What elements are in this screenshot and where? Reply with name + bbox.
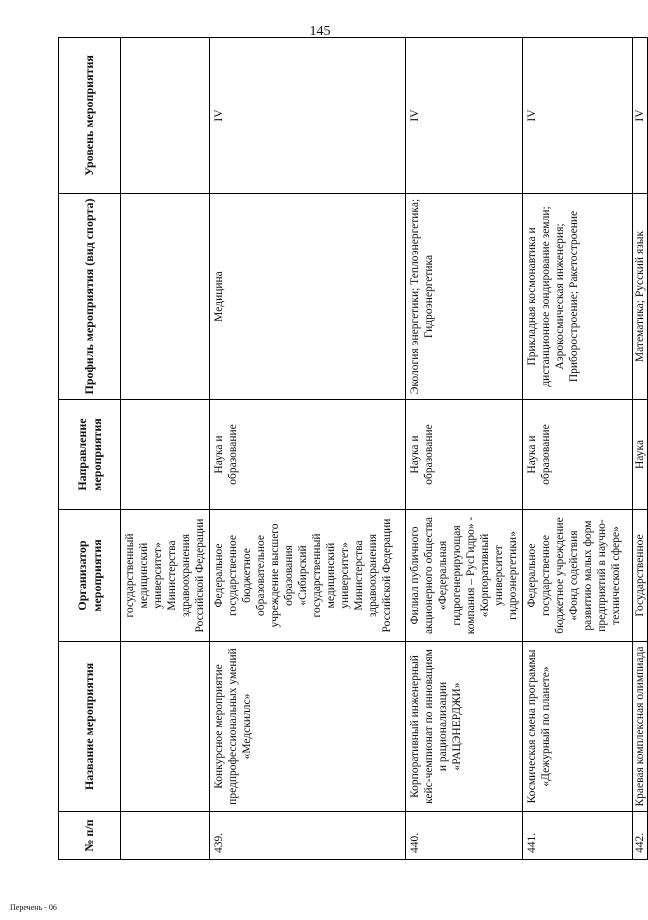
page-number: 145 (309, 24, 331, 39)
row-name: Корпоративный инженерный кейс-чемпионат по инновациям и рационализации «РАЦЭНЕРДЖИ» (406, 642, 523, 812)
row-profile: Математика; Русский язык (633, 194, 648, 400)
table-row (210, 38, 406, 860)
row-organizer: Филиал публичного акционерного общества «Федеральная гидрогенерирующая компания – РусГидро» - «Корпоративный университет гидроэнергетики» (406, 510, 523, 642)
table-header-row (59, 38, 121, 860)
header-num: № п/п (59, 812, 121, 860)
row-level: IV (406, 38, 523, 194)
row-organizer: Государственное (633, 510, 648, 642)
footer-note: Перечень - 06 (10, 903, 57, 912)
table-row (633, 38, 648, 860)
row-level: IV (210, 38, 406, 194)
row-profile: Медицина (210, 194, 406, 400)
header-level: Уровень мероприятия (59, 38, 121, 194)
rotated-table-wrapper (58, 38, 647, 860)
header-direction: Направление мероприятия (59, 400, 121, 510)
table-row (121, 38, 210, 860)
row-name: Конкурсное мероприятие предпрофессиональных умений «Медскиллс» (210, 642, 406, 812)
events-table (58, 37, 648, 860)
row-organizer: Федеральное государственное бюджетное образовательное учреждение высшего образования «Сибирский государственный медицинский университет» Министерства здравоохранения Российской Федерации (210, 510, 406, 642)
row-num: 442. (633, 812, 648, 860)
row-profile: Экология энергетики; Теплоэнергетика; Гидроэнергетика (406, 194, 523, 400)
row-direction: Наука (633, 400, 648, 510)
row-level: IV (633, 38, 648, 194)
row-num: 441. (523, 812, 633, 860)
header-profile: Профиль мероприятия (вид спорта) (59, 194, 121, 400)
header-name: Название мероприятия (59, 642, 121, 812)
row-level: IV (523, 38, 633, 194)
row-name (121, 642, 210, 812)
row-level (121, 38, 210, 194)
row-direction: Наука и образование (523, 400, 633, 510)
row-organizer: государственный медицинский университет» Министерства здравоохранения Российской Федерации (121, 510, 210, 642)
row-organizer: Федеральное государственное бюджетное учреждение «Фонд содействия развитию малых форм предприятий в научно-технической сфере» (523, 510, 633, 642)
header-organizer: Организатор мероприятия (59, 510, 121, 642)
row-direction (121, 400, 210, 510)
table-row (523, 38, 633, 860)
row-name: Краевая комплексная олимпиада (633, 642, 648, 812)
row-direction: Наука и образование (210, 400, 406, 510)
row-profile: Прикладная космонавтика и дистанционное зондирование земли; Аэрокосмическая инженерия; Приборостроение; Ракетостроение (523, 194, 633, 400)
row-num (121, 812, 210, 860)
row-profile (121, 194, 210, 400)
row-direction: Наука и образование (406, 400, 523, 510)
row-name: Космическая смена программы «Дежурный по планете» (523, 642, 633, 812)
row-num: 440. (406, 812, 523, 860)
table-row (406, 38, 523, 860)
row-num: 439. (210, 812, 406, 860)
